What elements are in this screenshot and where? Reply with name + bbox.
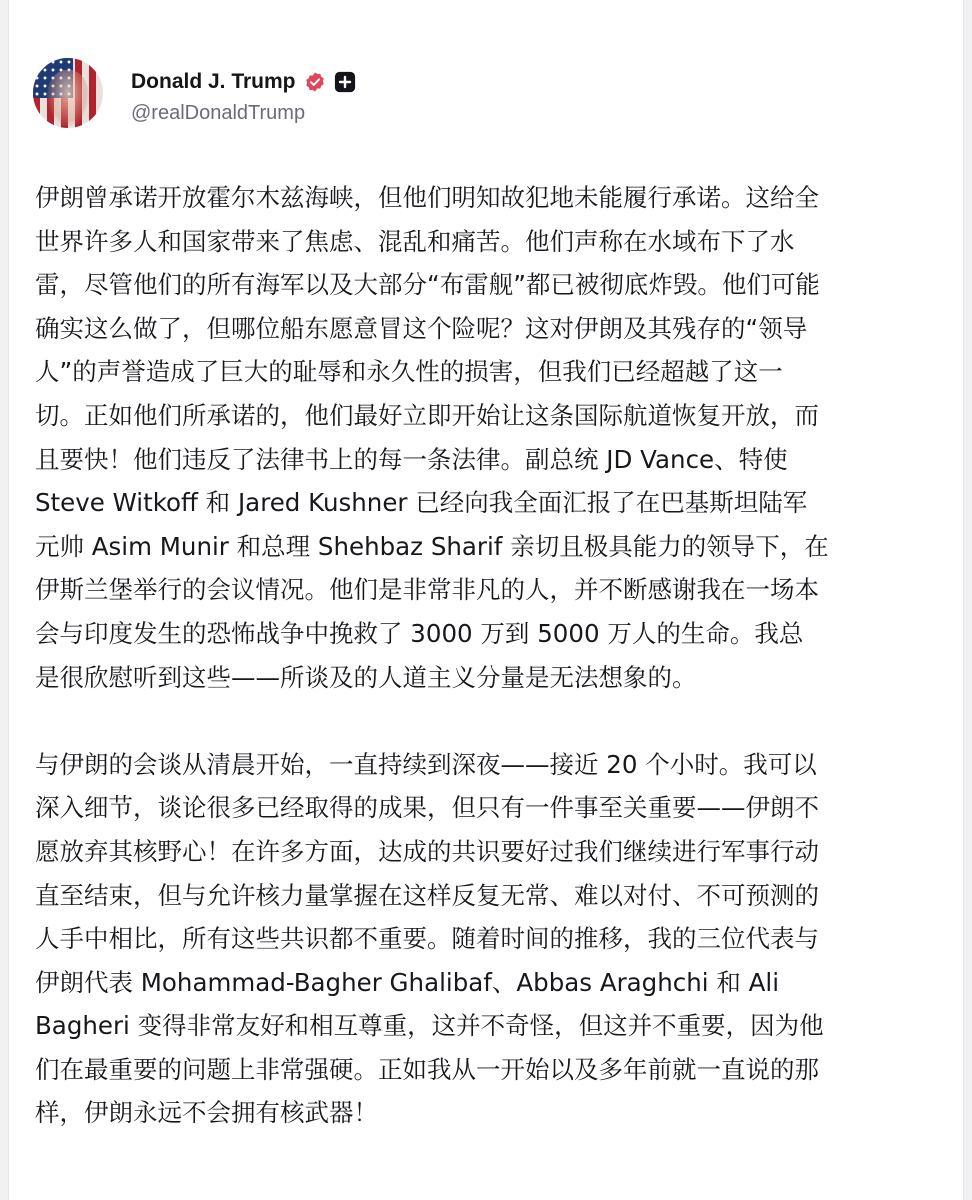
post-line: Bagheri 变得非常友好和相互尊重，这并不奇怪，但这并不重要，因为他 — [35, 1011, 824, 1041]
avatar-face — [47, 70, 89, 126]
post-line: 伊朗代表 Mohammad-Bagher Ghalibaf、Abbas Araghchi 和 Ali — [35, 967, 779, 997]
post-line: 直至结束，但与允许核力量掌握在这样反复无常、难以对付、不可预测的 — [35, 880, 819, 910]
author-name-row — [131, 70, 356, 94]
post-line: 是很欣慰听到这些——所谈及的人道主义分量是无法想象的。 — [35, 662, 697, 692]
verified-badge-icon — [304, 71, 326, 93]
post-card — [8, 0, 964, 1200]
author-display-name[interactable]: Donald J. Trump — [131, 70, 296, 93]
post-line: Steve Witkoff 和 Jared Kushner 已经向我全面汇报了在巴基斯坦陆军 — [35, 488, 808, 518]
post-line: 且要快！他们违反了法律书上的每一条法律。副总统 JD Vance、特使 — [35, 444, 788, 474]
post-line: 伊斯兰堡举行的会议情况。他们是非常非凡的人，并不断感谢我在一场本 — [35, 575, 819, 605]
post-line: 愿放弃其核野心！在许多方面，达成的共识要好过我们继续进行军事行动 — [35, 836, 819, 866]
paragraph-gap — [35, 699, 947, 743]
post-line: 切。正如他们所承诺的，他们最好立即开始让这条国际航道恢复开放，而 — [35, 400, 819, 430]
post-line: 会与印度发生的恐怖战争中挽救了 3000 万到 5000 万人的生命。我总 — [35, 618, 804, 648]
post-line: 们在最重要的问题上非常强硬。正如我从一开始以及多年前就一直说的那 — [35, 1054, 819, 1084]
post-line: 人手中相比，所有这些共识都不重要。随着时间的推移，我的三位代表与 — [35, 924, 819, 954]
post-line: 世界许多人和国家带来了焦虑、混乱和痛苦。他们声称在水域布下了水 — [35, 226, 795, 256]
post-line: 确实这么做了，但哪位船东愿意冒这个险呢？这对伊朗及其残存的“领导 — [35, 313, 808, 343]
post-body — [35, 176, 947, 1135]
post-line: 与伊朗的会谈从清晨开始，一直持续到深夜——接近 20 个小时。我可以 — [35, 749, 817, 779]
post-line: 样，伊朗永远不会拥有核武器！ — [35, 1098, 378, 1128]
post-line: 深入细节，谈论很多已经取得的成果，但只有一件事至关重要——伊朗不 — [35, 793, 819, 823]
post-line: 人”的声誉造成了巨大的耻辱和永久性的损害，但我们已经超越了这一 — [35, 357, 783, 387]
plus-badge-icon — [334, 71, 356, 93]
post-line: 元帅 Asim Munir 和总理 Shehbaz Sharif 亲切且极具能力的领导下，在 — [35, 531, 829, 561]
post-line: 雷，尽管他们的所有海军以及大部分“布雷舰”都已被彻底炸毁。他们可能 — [35, 270, 820, 300]
post-line: 伊朗曾承诺开放霍尔木兹海峡，但他们明知故犯地未能履行承诺。这给全 — [35, 183, 819, 212]
author-handle[interactable]: @realDonaldTrump — [131, 102, 306, 124]
avatar[interactable] — [33, 58, 103, 128]
